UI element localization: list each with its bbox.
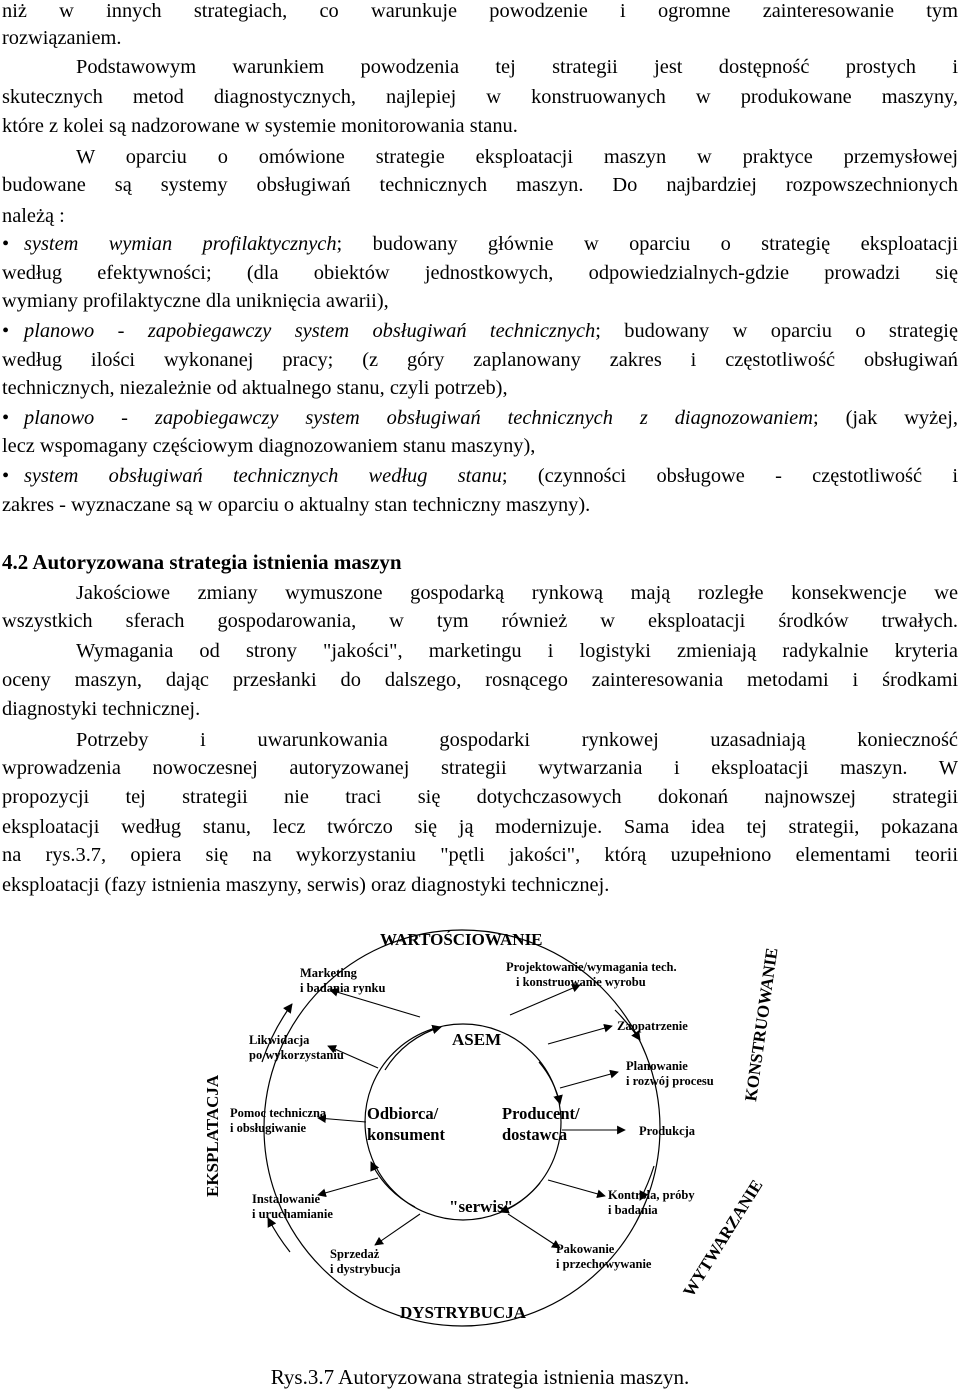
node-projektowanie: i konstruowanie wyrobu	[516, 975, 646, 989]
text-line: eksploatacji według stanu, lecz twórczo się ją modernizuje. Sama idea tej strategii, pokazana	[2, 816, 958, 838]
phase-label-dystrybucja: DYSTRYBUCJA	[400, 1303, 526, 1322]
text-line: wymiany profilaktyczne dla uniknięcia awarii),	[2, 290, 389, 312]
node-pomoc: Pomoc techniczna	[230, 1106, 327, 1120]
text-line: technicznych, niezależnie od aktualnego stanu, czyli potrzeb),	[2, 377, 508, 399]
node-pakowanie: Pakowanie	[556, 1242, 615, 1256]
bullet-term: system wymian profilaktycznych	[24, 233, 337, 255]
text-line: Potrzeby i uwarunkowania gospodarki rynkowej uzasadniają konieczność	[76, 729, 958, 751]
node-planowanie: Planowanie	[626, 1059, 688, 1073]
text-line: które z kolei są nadzorowane w systemie monitorowania stanu.	[2, 115, 518, 137]
bullet-text: ; budowany głównie w oparciu o strategię eksploatacji	[336, 233, 958, 255]
node-likwidacja: po wykorzystaniu	[249, 1048, 344, 1062]
text-line: lecz wspomagany częściowym diagnozowaniem stanu maszyny),	[2, 435, 536, 457]
phase-label-wartosciowanie: WARTOŚCIOWANIE	[380, 930, 543, 949]
text-line: Wymagania od strony "jakości", marketingu i logistyki zmieniają radykalnie kryteria	[76, 640, 958, 662]
connector-arrow-icon	[510, 985, 580, 1015]
node-pomoc: i obsługiwanie	[230, 1121, 307, 1135]
text-line: Jakościowe zmiany wymuszone gospodarką rynkową mają rozległe konsekwencje we	[76, 582, 958, 604]
bullet-term: planowo - zapobiegawczy system obsługiwań technicznych z diagnozowaniem	[24, 407, 813, 429]
inner-arrow-icon	[371, 1162, 415, 1207]
bullet-text: ; (jak wyżej,	[812, 407, 958, 429]
center-label-asem: ASEM	[452, 1030, 502, 1049]
phase-label-eksplatacja: EKSPLATACJA	[203, 1074, 222, 1197]
text-line: diagnostyki technicznej.	[2, 698, 201, 720]
bullet-term: system obsługiwań technicznych według stanu	[24, 465, 502, 487]
center-label-dostawca: dostawca	[502, 1125, 568, 1144]
node-pakowanie: i przechowywanie	[556, 1257, 652, 1271]
center-label-odbiorca: Odbiorca/	[367, 1104, 439, 1123]
phase-label-wytwarzanie: WYTWARZANIE	[679, 1176, 767, 1301]
node-instalowanie: Instalowanie	[252, 1192, 321, 1206]
arc-arrow-icon	[268, 1218, 290, 1252]
text-line: oceny maszyn, dając przesłanki do dalszego, rosnącego zainteresowania metodami i środkami	[2, 669, 958, 691]
text-line: rozwiązaniem.	[2, 27, 122, 49]
section-heading: 4.2 Autoryzowana strategia istnienia maszyn	[2, 550, 402, 574]
text-line: propozycji tej strategii nie traci się dotychczasowych dokonań najnowszej strategii	[2, 786, 958, 808]
bullet-text: ; (czynności obsługowe - częstotliwość i	[501, 465, 958, 487]
text-line: według efektywności; (dla obiektów jednostkowych, odpowiedzialnych-gdzie prowadzi się	[2, 262, 958, 284]
node-sprzedaz: Sprzedaż	[330, 1247, 380, 1261]
node-marketing: i badania rynku	[300, 981, 386, 995]
text-line: skutecznych metod diagnostycznych, najlepiej w konstruowanych w produkowane maszyny,	[2, 86, 958, 108]
node-marketing: Marketing	[300, 966, 357, 980]
inner-arrow-icon	[539, 1062, 560, 1104]
text-line: zakres - wyznaczane są w oparciu o aktualny stan techniczny maszyny).	[2, 494, 591, 516]
figure-caption: Rys.3.7 Autoryzowana strategia istnienia maszyn.	[270, 1365, 690, 1389]
text-line: według ilości wykonanej pracy; (z góry zaplanowany zakres i częstotliwość obsługiwań	[2, 349, 958, 371]
bullet-text: ; budowany w oparciu o strategię	[595, 320, 958, 342]
node-produkcja: Produkcja	[639, 1124, 696, 1138]
node-projektowanie: Projektowanie/wymagania tech.	[506, 960, 677, 974]
text-line: należą :	[2, 205, 65, 227]
node-instalowanie: i uruchamianie	[252, 1207, 333, 1221]
text-line: wszystkich sferach gospodarowania, w tym również w eksploatacji środków trwałych.	[2, 610, 958, 632]
text-line: Podstawowym warunkiem powodzenia tej strategii jest dostępność prostych i	[76, 56, 958, 78]
bullet-term: planowo - zapobiegawczy system obsługiwań technicznych	[24, 320, 596, 342]
connector-arrow-icon	[548, 1026, 612, 1044]
text-line: wprowadzenia nowoczesnej autoryzowanej strategii wytwarzania i eksploatacji maszyn. W	[2, 757, 958, 779]
center-label-konsument: konsument	[367, 1125, 445, 1144]
connector-arrow-icon	[318, 1178, 378, 1195]
inner-arrow-icon	[385, 1027, 441, 1070]
node-planowanie: i rozwój procesu	[626, 1074, 714, 1088]
text-line: W oparciu o omówione strategie eksploatacji maszyn w praktyce przemysłowej	[76, 146, 958, 168]
connector-arrow-icon	[548, 1180, 605, 1196]
node-likwidacja: Likwidacja	[249, 1033, 310, 1047]
text-line: eksploatacji (fazy istnienia maszyny, serwis) oraz diagnostyki technicznej.	[2, 874, 610, 896]
node-kontrola: Kontrola, próby	[608, 1188, 695, 1202]
phase-label-konstruowanie: KONSTRUOWANIE	[741, 946, 782, 1103]
center-label-serwis: "serwis"	[449, 1197, 514, 1216]
text-line: budowane są systemy obsługiwań technicznych maszyn. Do najbardziej rozpowszechnionych	[2, 174, 958, 196]
node-sprzedaz: i dystrybucja	[330, 1262, 401, 1276]
text-line: na rys.3.7, opiera się na wykorzystaniu "pętli jakości", którą uzupełniono elementami teorii	[2, 844, 958, 866]
text-line: niż w innych strategiach, co warunkuje powodzenie i ogromne zainteresowanie tym	[2, 0, 958, 22]
connector-arrow-icon	[560, 1072, 618, 1088]
connector-arrow-icon	[508, 1214, 560, 1248]
node-kontrola: i badania	[608, 1203, 658, 1217]
connector-arrow-icon	[375, 1214, 420, 1245]
center-label-producent: Producent/	[502, 1104, 580, 1123]
node-zaopatrzenie: Zaopatrzenie	[617, 1019, 688, 1033]
